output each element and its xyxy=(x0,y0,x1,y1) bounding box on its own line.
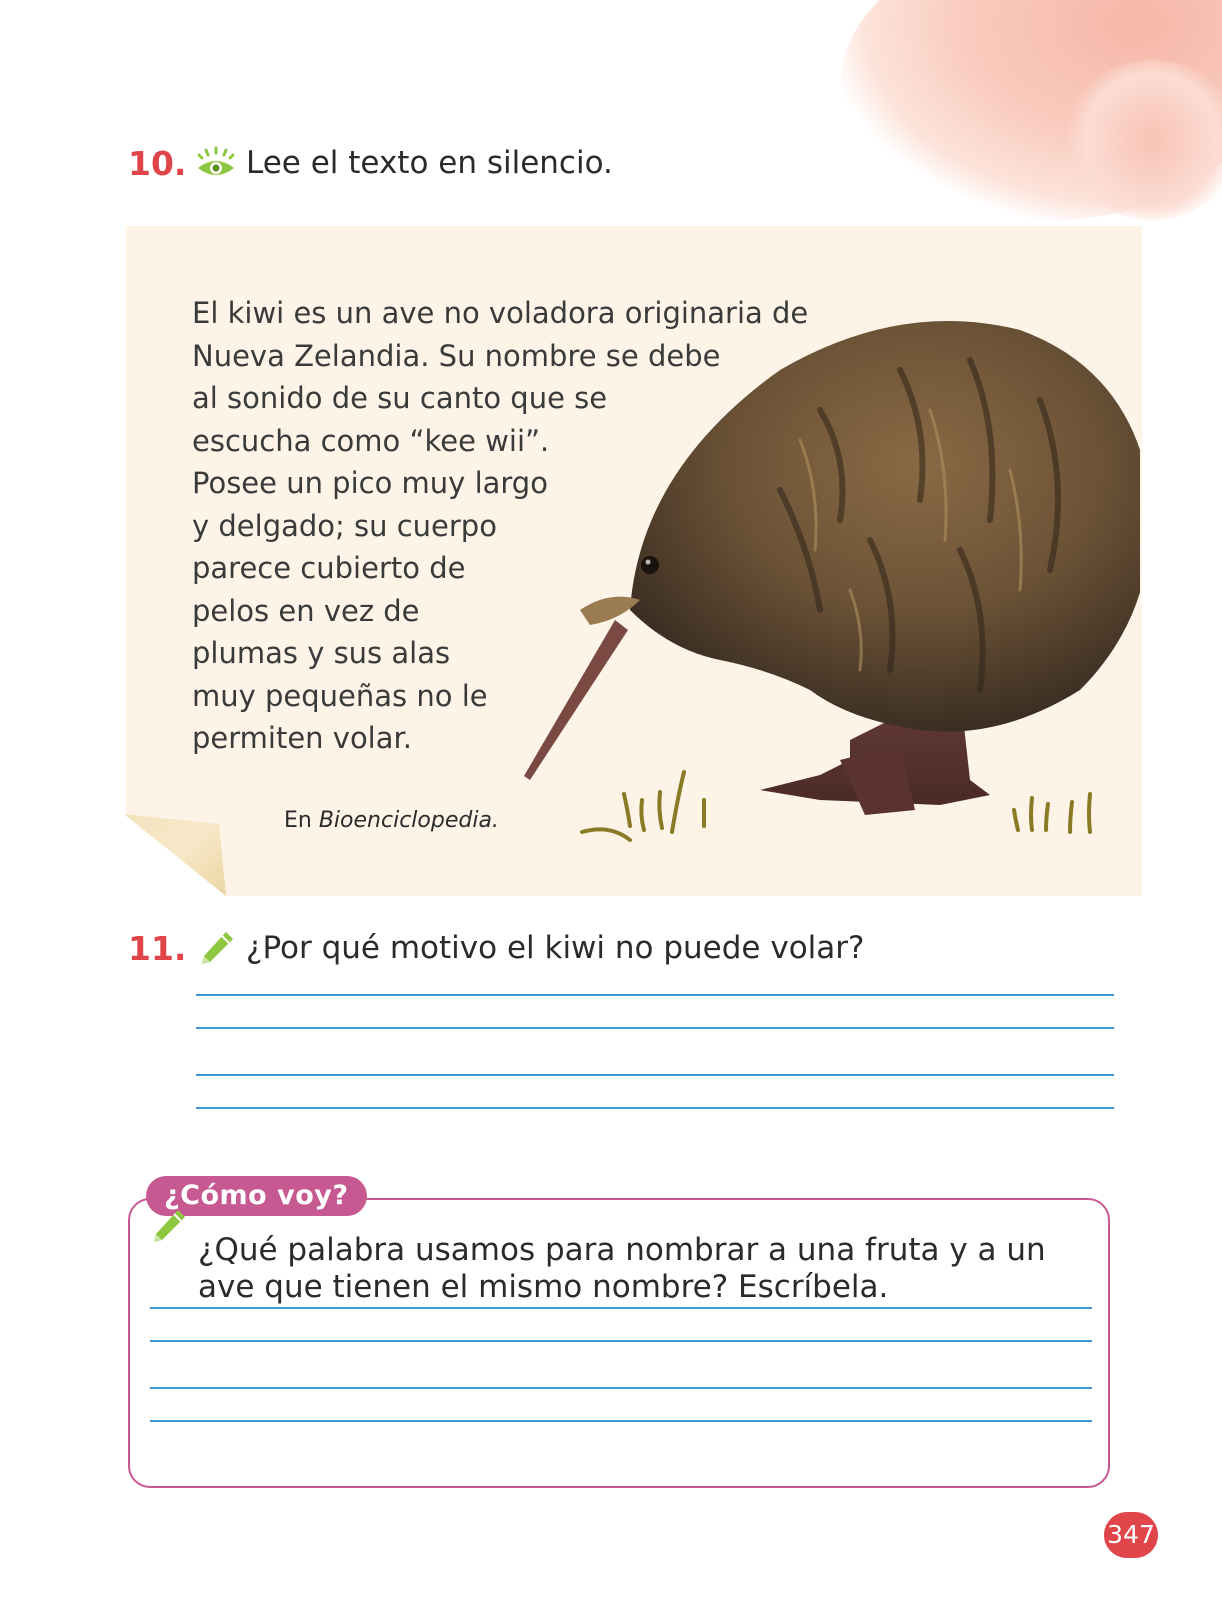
question-10 xyxy=(128,143,613,183)
answer-line[interactable] xyxy=(196,1027,1114,1029)
answer-line[interactable] xyxy=(196,1107,1114,1109)
eye-icon xyxy=(196,143,238,183)
question-11 xyxy=(128,928,864,968)
question-text: Lee el texto en silencio. xyxy=(246,145,613,181)
answer-line[interactable] xyxy=(196,1074,1114,1076)
pencil-icon xyxy=(196,928,238,968)
como-voy-question: ¿Qué palabra usamos para nombrar a una fruta y a un ave que tienen el mismo nombre? Escríbela. xyxy=(198,1232,1046,1305)
question-number: 11. xyxy=(128,928,187,968)
grass-tuft-right xyxy=(1004,780,1104,840)
answer-line[interactable] xyxy=(150,1420,1092,1422)
page-number: 347 xyxy=(1104,1512,1158,1558)
reading-text: El kiwi es un ave no voladora originaria de Nueva Zelandia. Su nombre se debe al sonido de su canto que se escucha como “kee wii”. Posee un pico muy largo y delgado; su cuerpo parece cubierto de pelos en vez de plumas y sus alas muy pequeñas no le permiten volar. xyxy=(192,296,809,755)
answer-line[interactable] xyxy=(150,1307,1092,1309)
answer-line[interactable] xyxy=(196,994,1114,996)
pencil-icon xyxy=(148,1206,188,1250)
question-number: 10. xyxy=(128,143,187,183)
grass-tuft-left xyxy=(580,766,720,846)
answer-line[interactable] xyxy=(150,1340,1092,1342)
como-voy-tag: ¿Cómo voy? xyxy=(146,1176,367,1216)
answer-line[interactable] xyxy=(150,1387,1092,1389)
question-text: ¿Por qué motivo el kiwi no puede volar? xyxy=(246,930,865,966)
reading-source: En Bioenciclopedia. xyxy=(284,808,499,833)
